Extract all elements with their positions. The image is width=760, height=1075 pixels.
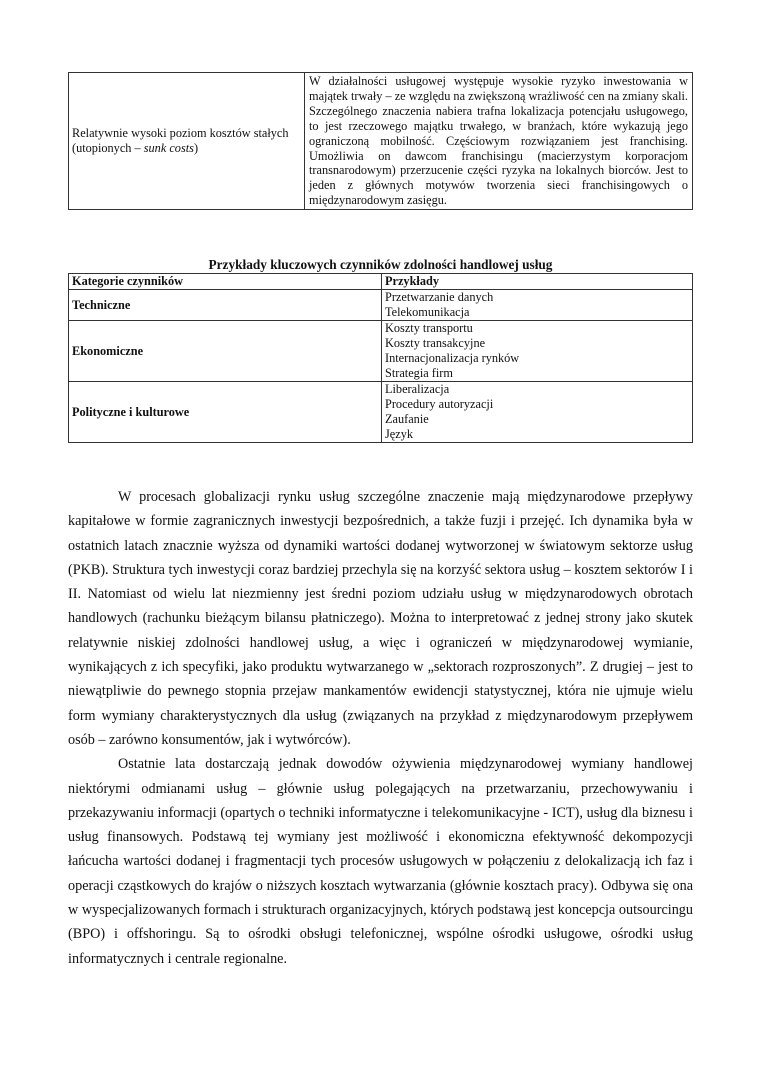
table-cell-factor [69, 73, 305, 210]
examples-cell [382, 321, 693, 382]
example-item: Telekomunikacja [385, 305, 470, 319]
body-text [68, 485, 693, 971]
example-item: Koszty transakcyjne [385, 336, 486, 350]
example-item: Liberalizacja [385, 382, 450, 396]
cost-table [68, 72, 693, 210]
factor-end: ) [193, 141, 199, 156]
category-cell: Polityczne i kulturowe [69, 382, 382, 443]
table-row [69, 290, 693, 321]
header-examples: Przykłady [382, 274, 693, 290]
example-item: Internacjonalizacja rynków [385, 351, 520, 365]
factor-italic: sunk costs [143, 141, 194, 156]
paragraph: W procesach globalizacji rynku usług szczególne znaczenie mają międzynarodowe przepływy kapitałowe w formie zagranicznych inwestycji bezpośrednich, a także fuzji i przejęć. Ich dynamika była w ostatnich latach znacznie wyższa od dynamiki wartości dodanej wytworzonej w światowym sektorze usług (PKB). Struktura tych inwestycji coraz bardziej przechyla się na korzyść sektora usług – kosztem sektorów I i II. Natomiast od wielu lat niezmienny jest średni poziom udziału usług w międzynarodowych obrotach handlowych (rachunku bieżącym bilansu płatniczego). Można to interpretować z jednej strony jako skutek relatywnie niskiej zdolności handlowej usług, a więc i ograniczeń w międzynarodowej wymianie, wynikających z ich specyfiki, jako produktu wytwarzanego w „sektorach rozproszonych”. Z drugiej – jest to niewątpliwie do pewnego stopnia przejaw mankamentów ewidencji statystycznej, która nie ujmuje wielu form wymiany charakterystycznych dla usług (związanych na przykład z międzynarodowym przepływem osób – zarówno konsumentów, jak i wytwórców). [68, 489, 693, 748]
factors-table [68, 273, 693, 443]
example-item: Zaufanie [385, 412, 429, 426]
category-cell: Ekonomiczne [69, 321, 382, 382]
table-title: Przykłady kluczowych czynników zdolności handlowej usług [208, 257, 553, 272]
table-row [69, 321, 693, 382]
table-row [69, 382, 693, 443]
table-cell-description: W działalności usługowej występuje wysokie ryzyko inwestowania w majątek trwały – ze względu na zwiększoną wrażliwość cen na zmiany skali. Szczególnego znaczenia nabiera trafna lokalizacja potencjału usługowego, to jest rzeczowego majątku trwałego, w branżach, które wykazują jego ograniczoną mobilność. Częściowym rozwiązaniem jest franchising. Umożliwia on dawcom franchisingu (macierzystym korporacjom transnarodowym) przerzucenie części ryzyka na lokalnych biorców. Jest to jeden z głównych motywów tworzenia sieci franchisingowych o międzynarodowym zasięgu. [305, 73, 693, 210]
example-item: Strategia firm [385, 366, 453, 380]
examples-cell [382, 290, 693, 321]
examples-cell [382, 382, 693, 443]
example-item: Przetwarzanie danych [385, 290, 494, 304]
factor-text: Relatywnie wysoki poziom kosztów stałych (utopionych – [72, 126, 289, 156]
example-item: Procedury autoryzacji [385, 397, 494, 411]
header-category: Kategorie czynników [69, 274, 382, 290]
paragraph: Ostatnie lata dostarczają jednak dowodów ożywienia międzynarodowej wymiany handlowej niektórymi odmianami usług – głównie usług polegających na przetwarzaniu, przechowywaniu i przekazywaniu informacji (opartych o techniki informatyczne i telekomunikacyjne - ICT), usług dla biznesu i usług finansowych. Podstawą tej wymiany jest możliwość i ekonomiczna efektywność dekompozycji łańcucha wartości dodanej i fragmentacji tych procesów usługowych w połączeniu z delokalizacją ich faz i operacji cząstkowych do krajów o niższych kosztach wytwarzania (głównie kosztach pracy). Odbywa się ona w wyspecjalizowanych formach i strukturach organizacyjnych, których podstawą jest koncepcja outsourcingu (BPO) i offshoringu. Są to ośrodki obsługi telefonicznej, wspólne ośrodki usługowe, ośrodki usług informatycznych i centrale regionalne. [68, 756, 693, 967]
example-item: Język [385, 427, 413, 441]
table-row [69, 73, 693, 210]
table-header-row [69, 274, 693, 290]
category-cell: Techniczne [69, 290, 382, 321]
example-item: Koszty transportu [385, 321, 473, 335]
